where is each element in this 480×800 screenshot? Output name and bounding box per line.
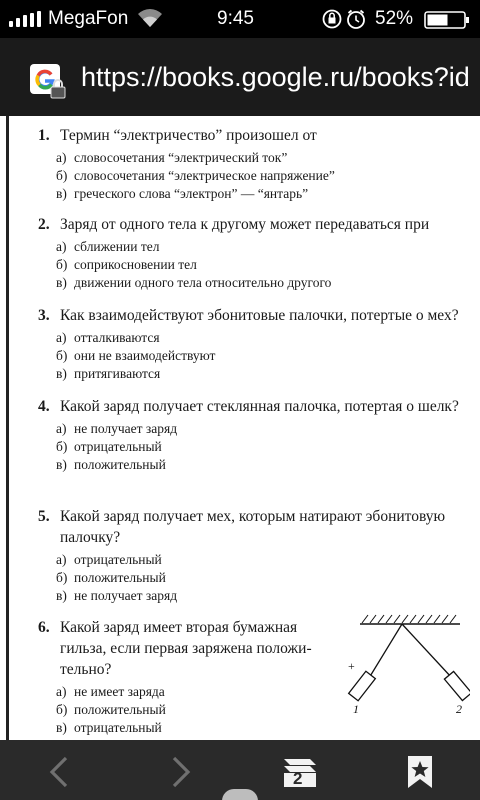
question-text: Как взаимодействуют эбонитовые палочки, потертые о мех? bbox=[60, 307, 459, 324]
question-4 bbox=[38, 396, 478, 474]
answer-option: в) греческого слова “электрон” — “янтарь” bbox=[56, 186, 309, 201]
page-edge bbox=[6, 116, 9, 740]
question-6 bbox=[38, 617, 338, 737]
signal-strength-icon bbox=[9, 11, 45, 27]
forward-button[interactable] bbox=[160, 752, 200, 792]
toolbar-handle[interactable] bbox=[222, 789, 258, 800]
url-text[interactable]: https://books.google.ru/books?id bbox=[81, 62, 470, 92]
back-button[interactable] bbox=[40, 752, 80, 792]
battery-icon bbox=[424, 11, 470, 29]
question-2 bbox=[38, 214, 478, 292]
sleeve-1 bbox=[349, 671, 376, 700]
book-page bbox=[0, 116, 480, 740]
address-bar[interactable] bbox=[0, 38, 480, 116]
tabs-count: 2 bbox=[293, 769, 303, 788]
hanging-sleeves-diagram bbox=[340, 610, 470, 720]
answer-option: в) положительный bbox=[56, 457, 166, 472]
question-number: 2. bbox=[38, 216, 50, 233]
answer-option: б) положительный bbox=[56, 570, 166, 585]
answer-option: б) отрицательный bbox=[56, 439, 162, 454]
sleeve-1-label: 1 bbox=[353, 702, 359, 716]
answer-option: в) притягиваются bbox=[56, 366, 161, 381]
question-number: 1. bbox=[38, 127, 50, 144]
question-text: Какой заряд получает мех, которым натирают эбонитовую палочку? bbox=[60, 508, 446, 546]
question-1 bbox=[38, 125, 478, 203]
battery-percentage: 52% bbox=[375, 8, 414, 29]
bookmark-button[interactable] bbox=[400, 752, 440, 792]
question-number: 4. bbox=[38, 398, 50, 415]
question-number: 5. bbox=[38, 508, 50, 525]
question-text: Заряд от одного тела к другому может передаваться при bbox=[60, 216, 430, 233]
answer-option: б) соприкосновении тел bbox=[56, 257, 197, 272]
answer-option: в) отрицательный bbox=[56, 720, 162, 735]
answer-option: а) отталкиваются bbox=[56, 330, 160, 345]
question-text: Какой заряд имеет вторая бумажная гильза, если первая заряжена положительно? bbox=[60, 619, 312, 678]
sleeve-2-label: 2 bbox=[456, 702, 462, 716]
carrier-name: MegaFon bbox=[48, 8, 129, 29]
answer-option: б) положительный bbox=[56, 702, 166, 717]
tabs-button[interactable] bbox=[280, 752, 320, 792]
question-3 bbox=[38, 305, 478, 383]
answer-option: а) словосочетания “электрический ток” bbox=[56, 150, 288, 165]
answer-option: а) не имеет заряда bbox=[56, 684, 165, 699]
answer-option: а) отрицательный bbox=[56, 552, 162, 567]
question-5 bbox=[38, 506, 478, 605]
clock: 9:45 bbox=[217, 8, 254, 29]
wifi-icon bbox=[137, 8, 163, 28]
answer-option: б) они не взаимодействуют bbox=[56, 348, 216, 363]
answer-option: в) не получает заряд bbox=[56, 588, 178, 603]
status-bar bbox=[0, 0, 480, 38]
question-number: 6. bbox=[38, 619, 50, 636]
alarm-icon bbox=[348, 11, 364, 29]
answer-option: а) не получает заряд bbox=[56, 421, 178, 436]
answer-option: б) словосочетания “электрическое напряжение” bbox=[56, 168, 335, 183]
charge-sign: + bbox=[348, 659, 355, 673]
google-secure-favicon-icon bbox=[30, 64, 68, 100]
question-number: 3. bbox=[38, 307, 50, 324]
answer-option: в) движении одного тела относительно другого bbox=[56, 275, 332, 290]
question-text: Какой заряд получает стеклянная палочка, потертая о шелк? bbox=[60, 398, 459, 415]
question-text: Термин “электричество” произошел от bbox=[60, 127, 317, 144]
answer-option: а) сближении тел bbox=[56, 239, 160, 254]
sleeve-2 bbox=[444, 671, 470, 700]
rotation-lock-icon bbox=[322, 8, 370, 30]
